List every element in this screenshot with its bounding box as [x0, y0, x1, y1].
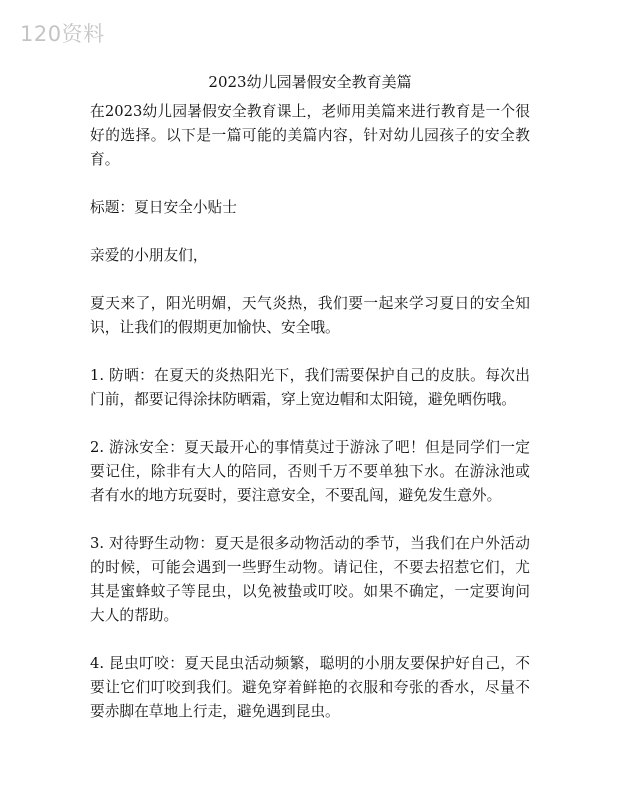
- summer-intro-paragraph: 夏天来了，阳光明媚，天气炎热，我们要一起来学习夏日的安全知识，让我们的假期更加愉快、安全哦。: [90, 295, 530, 336]
- tip-swimming-paragraph: 2. 游泳安全：夏天最开心的事情莫过于游泳了吧！但是同学们一定要记住，除非有大人的陪同，否则千万不要单独下水。在游泳池或者有水的地方玩耍时，要注意安全，不要乱闯，避免发生意外。: [90, 439, 530, 504]
- tip-insect-bites-paragraph: 4. 昆虫叮咬：夏天昆虫活动频繁，聪明的小朋友要保护好自己，不要让它们叮咬到我们。避免穿着鲜艳的衣服和夸张的香水，尽量不要赤脚在草地上行走，避免遇到昆虫。: [90, 655, 530, 720]
- watermark-logo: 120资料: [20, 22, 105, 46]
- intro-paragraph: 在2023幼儿园暑假安全教育课上，老师用美篇来进行教育是一个很好的选择。以下是一篇可能的美篇内容，针对幼儿园孩子的安全教育。: [90, 103, 530, 168]
- document-page: [90, 72, 530, 748]
- tip-sunscreen-paragraph: 1. 防晒：在夏天的炎热阳光下，我们需要保护自己的皮肤。每次出门前，都要记得涂抹防晒霜，穿上宽边帽和太阳镜，避免晒伤哦。: [90, 367, 530, 408]
- subtitle-paragraph: 标题：夏日安全小贴士: [90, 199, 237, 216]
- tip-wild-animals-paragraph: 3. 对待野生动物：夏天是很多动物活动的季节，当我们在户外活动的时候，可能会遇到一些野生动物。请记住，不要去招惹它们，尤其是蜜蜂蚊子等昆虫，以免被蛰或叮咬。如果不确定，一定要询问大人的帮助。: [90, 535, 530, 624]
- document-title: 2023幼儿园暑假安全教育美篇: [208, 73, 412, 91]
- greeting-paragraph: 亲爱的小朋友们，: [90, 247, 208, 264]
